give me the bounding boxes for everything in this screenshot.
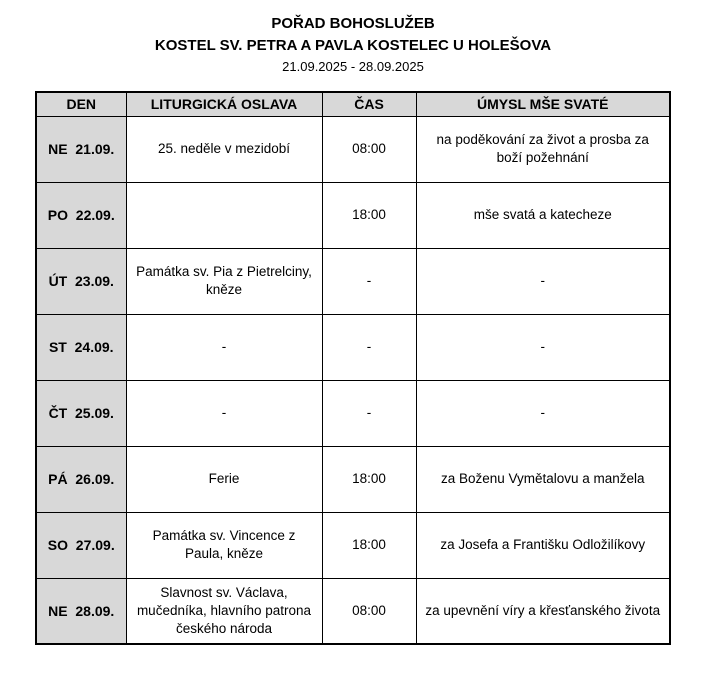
column-header-intention: ÚMYSL MŠE SVATÉ — [416, 92, 670, 116]
date-range: 21.09.2025 - 28.09.2025 — [282, 58, 424, 74]
day-cell: NE 28.09. — [36, 578, 126, 644]
celebration-cell: Památka sv. Vincence z Paula, kněze — [126, 512, 322, 578]
column-header-time: ČAS — [322, 92, 416, 116]
table-row — [36, 182, 670, 248]
day-cell: PÁ 26.09. — [36, 446, 126, 512]
celebration-cell — [126, 182, 322, 248]
table-header-row — [36, 92, 670, 116]
table-row — [36, 578, 670, 644]
time-cell: 18:00 — [322, 182, 416, 248]
celebration-cell: Ferie — [126, 446, 322, 512]
celebration-cell: Slavnost sv. Václava, mučedníka, hlavního patrona českého národa — [126, 578, 322, 644]
table-row — [36, 314, 670, 380]
table-row — [36, 512, 670, 578]
celebration-cell: - — [126, 314, 322, 380]
time-cell: - — [322, 380, 416, 446]
intention-cell: - — [416, 380, 670, 446]
day-cell: SO 27.09. — [36, 512, 126, 578]
celebration-cell: 25. neděle v mezidobí — [126, 116, 322, 182]
time-cell: 08:00 — [322, 116, 416, 182]
intention-cell: za upevnění víry a křesťanského života — [416, 578, 670, 644]
table-row — [36, 446, 670, 512]
page-title: POŘAD BOHOSLUŽEB — [271, 15, 435, 32]
time-cell: 18:00 — [322, 446, 416, 512]
time-cell: - — [322, 314, 416, 380]
church-name: KOSTEL SV. PETRA A PAVLA KOSTELEC U HOLEŠOVA — [154, 36, 552, 54]
intention-cell: - — [416, 248, 670, 314]
schedule-table — [35, 91, 671, 645]
time-cell: 18:00 — [322, 512, 416, 578]
intention-cell: za Boženu Vymětalovu a manžela — [416, 446, 670, 512]
day-cell: PO 22.09. — [36, 182, 126, 248]
time-cell: 08:00 — [322, 578, 416, 644]
celebration-cell: Památka sv. Pia z Pietrelciny, kněze — [126, 248, 322, 314]
day-cell: ČT 25.09. — [36, 380, 126, 446]
column-header-celebration: LITURGICKÁ OSLAVA — [126, 92, 322, 116]
day-cell: NE 21.09. — [36, 116, 126, 182]
time-cell: - — [322, 248, 416, 314]
table-row — [36, 248, 670, 314]
intention-cell: na poděkování za život a prosba za boží požehnání — [416, 116, 670, 182]
intention-cell: - — [416, 314, 670, 380]
schedule-body — [36, 116, 670, 644]
intention-cell: mše svatá a katecheze — [416, 182, 670, 248]
table-row — [36, 116, 670, 182]
day-cell: ST 24.09. — [36, 314, 126, 380]
document-header — [0, 0, 706, 76]
table-row — [36, 380, 670, 446]
day-cell: ÚT 23.09. — [36, 248, 126, 314]
celebration-cell: - — [126, 380, 322, 446]
intention-cell: za Josefa a Františku Odložilíkovy — [416, 512, 670, 578]
column-header-day: DEN — [36, 92, 126, 116]
